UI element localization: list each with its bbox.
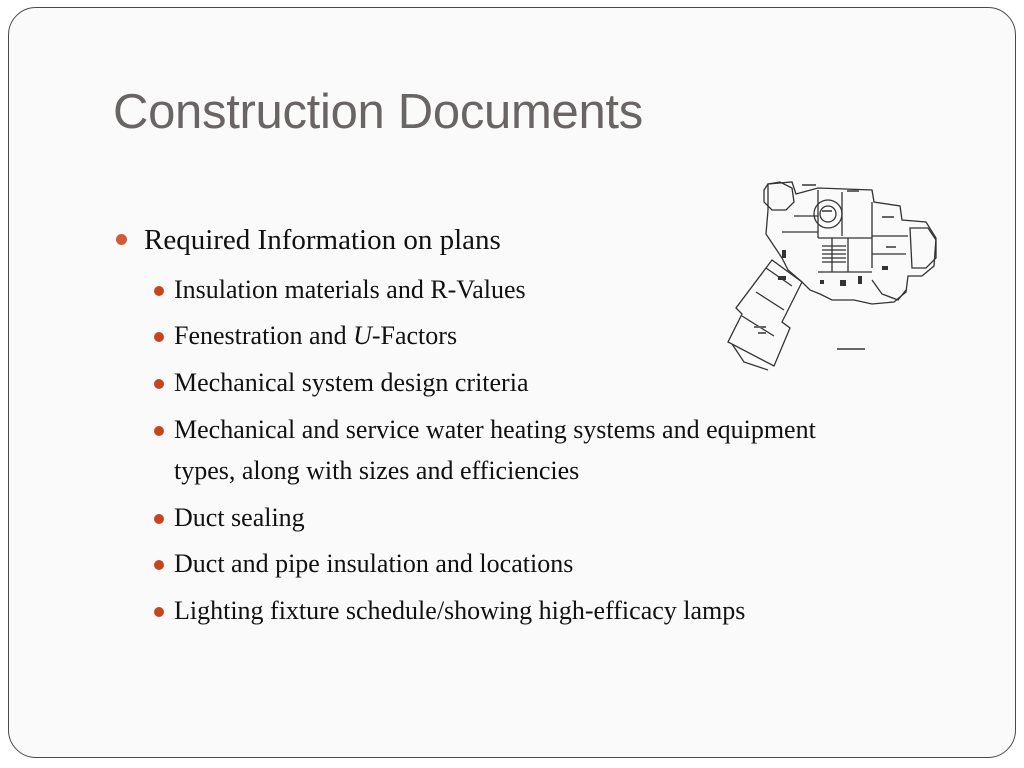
sub-item-mechanical-criteria: Mechanical system design criteria bbox=[174, 368, 529, 397]
bullet-required-info: Required Information on plans bbox=[144, 224, 501, 256]
u-italic: U bbox=[353, 321, 372, 350]
sub-bullet-dot bbox=[154, 286, 164, 296]
sub-bullet-dot bbox=[154, 514, 164, 524]
sub-item-fenestration bbox=[174, 316, 457, 356]
slide-title: Construction Documents bbox=[113, 85, 643, 139]
bullet-dot bbox=[116, 234, 127, 245]
sub-bullet-dot bbox=[154, 426, 164, 436]
sub-item-mechanical-systems-line2: types, along with sizes and efficiencies bbox=[174, 456, 580, 485]
fenestration-text: Fenestration and bbox=[174, 321, 354, 350]
sub-item-lighting: Lighting fixture schedule/showing high-efficacy lamps bbox=[174, 596, 746, 625]
sub-bullet-dot bbox=[154, 379, 164, 389]
factors-text: -Factors bbox=[371, 321, 458, 350]
sub-item-duct-pipe: Duct and pipe insulation and locations bbox=[174, 549, 574, 578]
sub-item-mechanical-systems-line1: Mechanical and service water heating systems and equipment bbox=[174, 415, 816, 444]
sub-item-duct-sealing: Duct sealing bbox=[174, 503, 305, 532]
floor-plan-drawing bbox=[722, 176, 944, 376]
sub-item-insulation: Insulation materials and R-Values bbox=[174, 275, 526, 304]
sub-bullet-dot bbox=[154, 332, 164, 342]
sub-bullet-dot bbox=[154, 560, 164, 570]
sub-bullet-dot bbox=[154, 607, 164, 617]
